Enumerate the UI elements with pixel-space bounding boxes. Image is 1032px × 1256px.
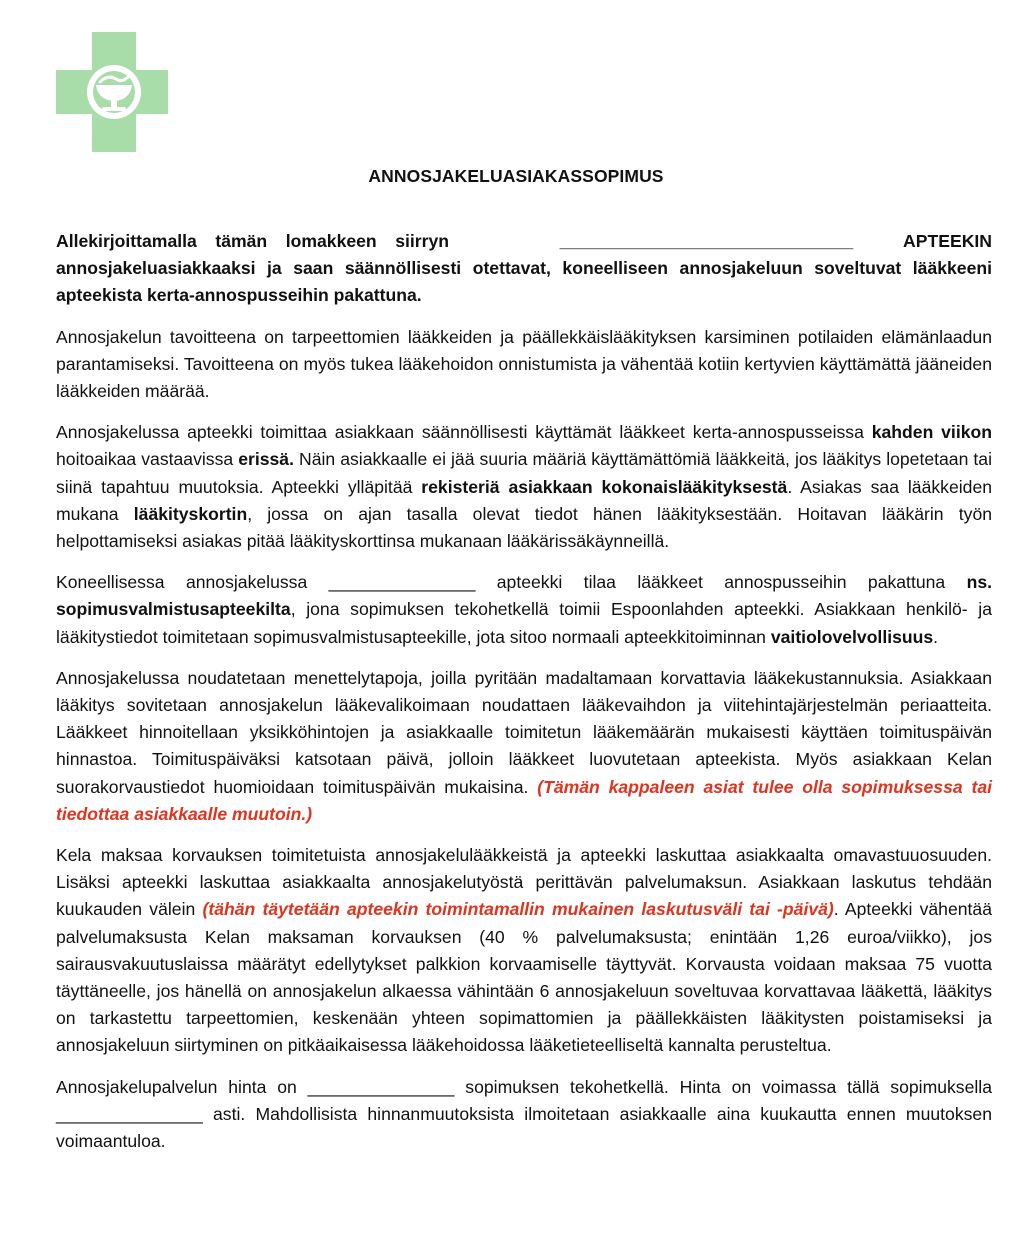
document-title: ANNOSJAKELUASIAKASSOPIMUS [368, 166, 664, 186]
delivery-text-3: Näin asiakkaalle ei jää suuria määriä käyttämättömiä lääkkeitä, jos lääkitys lopetetaan tai siinä tapahtuu muutoksia. Apteekki ylläpitää [56, 449, 992, 497]
kela-text: Kela maksaa korvauksen toimitetuista annosjakelulääkkeistä ja apteekki laskuttaa asiakkaalta omavastuuosuuden. Lisäksi apteekki laskuttaa asiakkaalta annosjakelutyöstä perittävän palvelumaksun. Asiakkaan laskutus tehdään kuukauden välein [56, 845, 992, 920]
batches-bold: erissä. [238, 449, 294, 470]
valid-until-blank[interactable]: _______________ [56, 1103, 203, 1124]
medication-card-bold: lääkityskortin [133, 503, 248, 524]
procedure-text: Annosjakelussa noudatetaan menettelytapoja, joilla pyritään madaltamaan korvattavia lääkekustannuksia. Asiakkaan lääkitys sovitetaan annosjakelun lääkevalikoimaan noudattaen lääkevaihdon ja viitehintajärjestelmän periaatteita. Lääkkeet hinnoitellaan yksikköhintojen ja asiakkaalle toimitetun lääkemäärän mukaisesti käyttäen toimituspäivän hinnastoa. Toimituspäiväksi katsotaan päivä, jolloin lääkkeet luovutetaan apteekista. Myös asiakkaan Kelan suorakorvaustiedot huomioidaan toimituspäivän mukaisina. [56, 667, 992, 797]
delivery-text-2: hoitoaikaa vastaavissa [56, 449, 239, 470]
two-weeks-bold: kahden viikon [871, 422, 992, 443]
delivery-text: Annosjakelussa apteekki toimittaa asiakkaan säännöllisesti käyttämät lääkkeet kerta-annospusseissa [56, 422, 872, 443]
price-text-3: asti. Mahdollisista hinnanmuutoksista ilmoitetaan asiakkaalle aina kuukautta ennen muutoksen voimaantuloa. [56, 1103, 992, 1152]
confidentiality-bold: vaitiolovelvollisuus [770, 626, 934, 647]
bowl-of-hygieia-icon [87, 65, 141, 119]
kela-paragraph [56, 842, 992, 1060]
delivery-text-5: , jossa on ajan tasalla olevat tiedot hänen lääkityksestään. Hoitavan lääkärin työn helpottamiseksi asiakas pitää lääkityskorttinsa mukanaan lääkärissäkäynneillä. [56, 503, 993, 552]
intro-text: Allekirjoittamalla tämän lomakkeen siirryn [56, 231, 450, 251]
machine-text-2: apteekki tilaa lääkkeet annospusseihin pakattuna [475, 572, 967, 593]
document-body [56, 228, 992, 1169]
machine-text-3: , jona sopimuksen tekohetkellä toimii Espoonlahden apteekki. Asiakkaan henkilö- ja lääkitystiedot toimitetaan sopimusvalmistusapteekille, jota sitoo normaali apteekkitoiminnan [56, 599, 992, 647]
billing-note-red: (tähän täytetään apteekin toimintamallin mukainen laskutusväli tai -päivä) [202, 899, 834, 920]
contract-pharmacy-bold: ns. sopimusvalmistusapteekilta [56, 572, 992, 620]
intro-text-continued: APTEEKIN annosjakeluasiakkaaksi ja saan säännöllisesti otettavat, koneelliseen annosjakeluun soveltuvat lääkkeeni apteekista kerta-annospusseihin pakattuna. [56, 231, 992, 306]
price-blank[interactable]: _______________ [307, 1076, 455, 1097]
delivery-paragraph [56, 419, 992, 555]
pharmacy-blank[interactable]: _______________ [328, 572, 476, 593]
pharmacy-name-blank[interactable]: ______________________________ [559, 231, 854, 251]
procedure-note-red: (Tämän kappaleen asiat tulee olla sopimuksessa tai tiedottaa asiakkaalle muutoin.) [56, 776, 993, 824]
machine-text-4: . [933, 626, 939, 647]
delivery-text-4: . Asiakas saa lääkkeiden mukana [56, 476, 993, 524]
machine-text: Koneellisessa annosjakelussa [56, 572, 329, 593]
price-text: Annosjakelupalvelun hinta on [56, 1076, 308, 1097]
intro-paragraph [56, 228, 992, 310]
pricing-procedure-paragraph [56, 665, 992, 828]
goal-paragraph: Annosjakelun tavoitteena on tarpeettomien lääkkeiden ja päällekkäislääkityksen karsiminen potilaiden elämänlaadun parantamiseksi. Tavoitteena on myös tukea lääkehoidon onnistumista ja vähentää kotiin kertyvien käyttämättä jääneiden lääkkeiden määrää. [56, 326, 992, 402]
register-bold: rekisteriä asiakkaan kokonaislääkityksestä [421, 476, 788, 497]
price-text-2: sopimuksen tekohetkellä. Hinta on voimassa tällä sopimuksella [454, 1076, 992, 1097]
price-paragraph [56, 1074, 992, 1156]
kela-text-2: . Apteekki vähentää palvelumaksusta Kelan maksaman korvauksen (40 % palvelumaksusta; enintään 1,26 euroa/viikko), jos sairausvakuutuslaissa määrätyt edellytykset palkkion korvaamiselle täyttyvät. Korvausta voidaan maksaa 75 vuotta täyttäneelle, jos hänellä on annosjakelun alkaessa vähintään 6 annosjakeluun soveltuvaa korvattavaa lääkettä, lääkitys on tarkastettu tarpeettomien, keskenään yhteen sopimattomien ja päällekkäisten lääkitysten poistamiseksi ja annosjakeluun siirtyminen on pitkäaikaisessa lääkehoidossa lääketieteelliseltä kannalta perusteltua. [56, 899, 992, 1056]
machine-dispensing-paragraph [56, 569, 992, 651]
pharmacy-cross-logo [56, 32, 168, 152]
